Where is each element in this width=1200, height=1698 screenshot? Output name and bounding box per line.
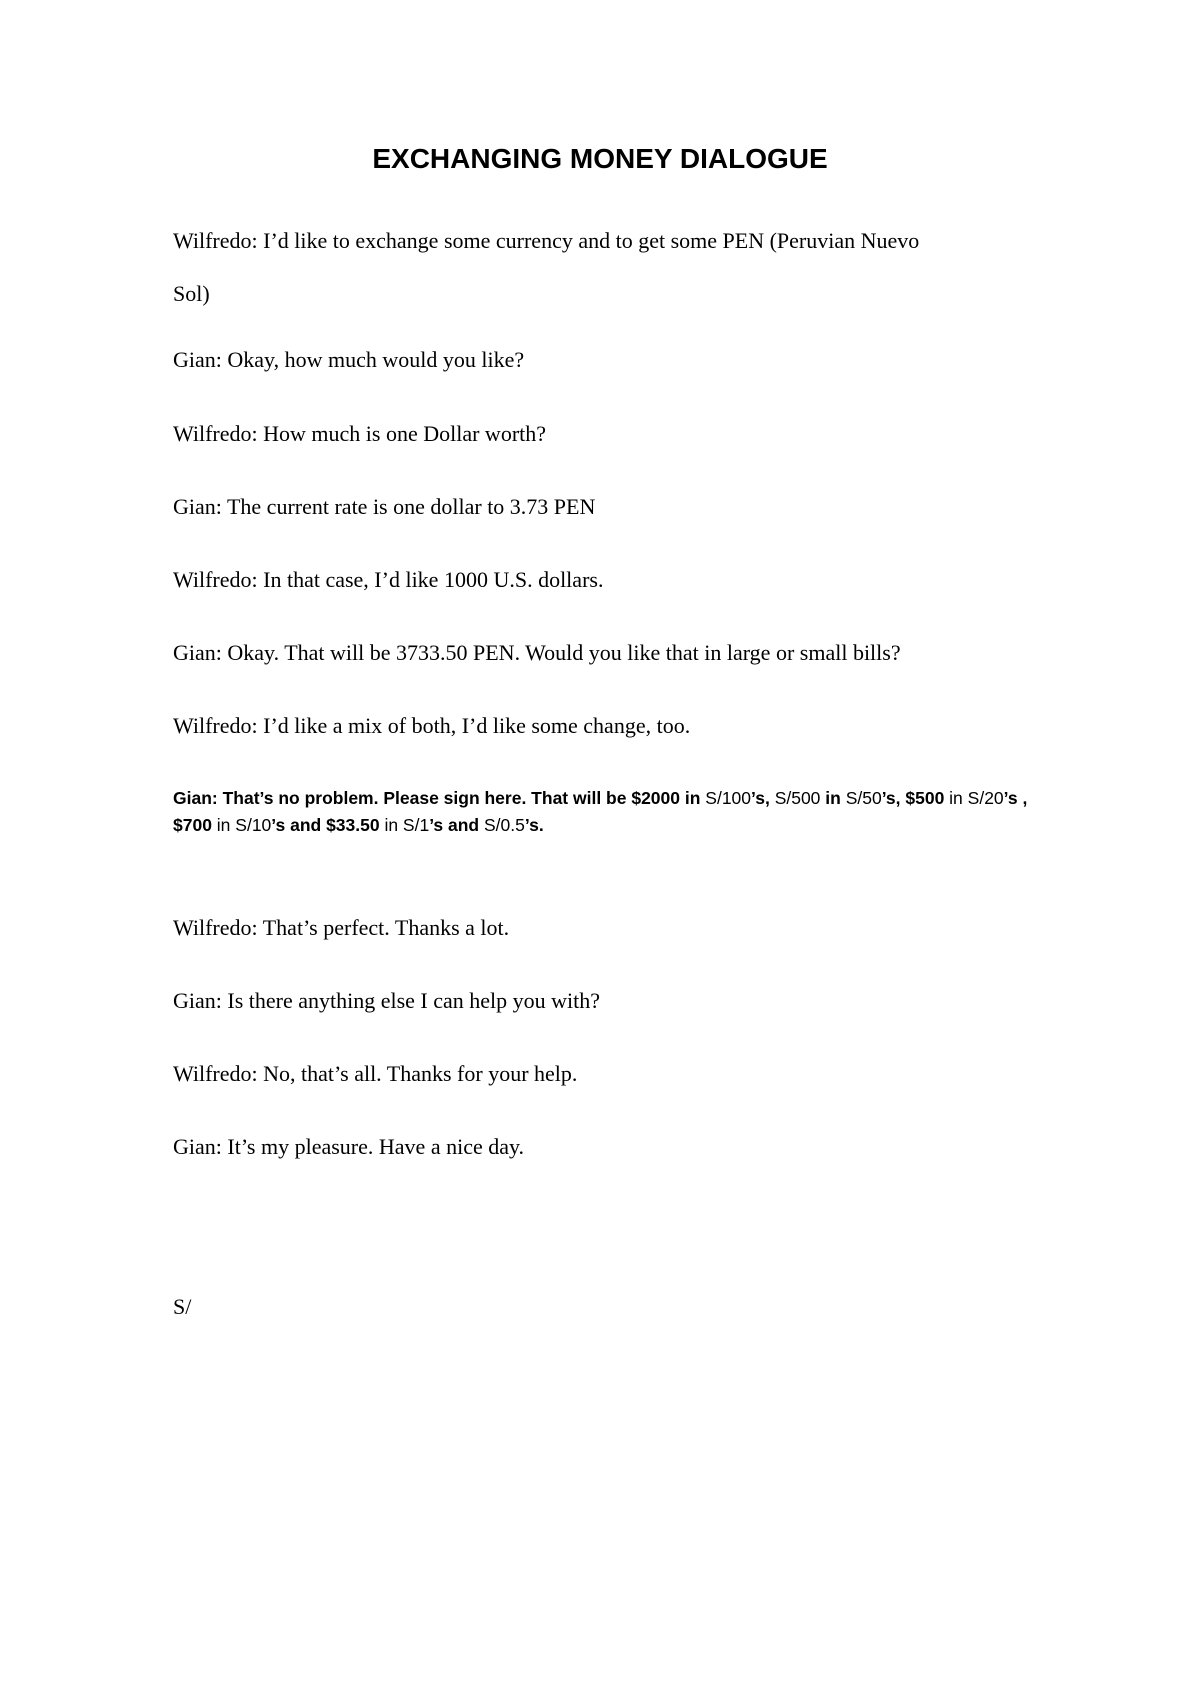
text-segment: in S/20 <box>949 788 1004 808</box>
text-segment: ’s. <box>524 815 544 835</box>
text-segment: in S/10 <box>216 815 272 835</box>
dialogue-line: Gian: Okay, how much would you like? <box>173 347 525 372</box>
dialogue-line: Gian: It’s my pleasure. Have a nice day. <box>173 1134 525 1159</box>
text-segment: in <box>820 788 846 808</box>
dialogue-line: Gian: The current rate is one dollar to 3.73 PEN <box>173 494 596 519</box>
text-segment: Gian: That’s no problem. Please sign here. That will be $2000 in <box>173 788 706 808</box>
text-segment: ’s , $700 <box>173 788 1028 835</box>
dialogue-line: Sol) <box>173 281 210 306</box>
dialogue-line: Wilfredo: No, that’s all. Thanks for your help. <box>173 1061 578 1086</box>
text-segment: ’s, $500 <box>881 788 950 808</box>
text-segment: ’s and $33.50 <box>271 815 385 835</box>
dialogue-line: Wilfredo: I’d like to exchange some currency and to get some PEN (Peruvian Nuevo <box>173 228 920 253</box>
dialogue-line-sans <box>173 785 1053 839</box>
text-segment: ’s, <box>751 788 775 808</box>
dialogue-line: Wilfredo: In that case, I’d like 1000 U.S. dollars. <box>173 567 604 592</box>
text-segment: in S/1 <box>384 815 430 835</box>
text-segment: S/50 <box>845 788 882 808</box>
text-segment: S/500 <box>774 788 821 808</box>
dialogue-line: Wilfredo: I’d like a mix of both, I’d like some change, too. <box>173 713 691 738</box>
dialogue-line: Gian: Is there anything else I can help you with? <box>173 988 601 1013</box>
text-segment: S/100 <box>705 788 752 808</box>
trailing-symbol: S/ <box>173 1294 192 1319</box>
text-segment: ’s and <box>429 815 484 835</box>
document-title: EXCHANGING MONEY DIALOGUE <box>372 143 828 174</box>
dialogue-line: Wilfredo: That’s perfect. Thanks a lot. <box>173 915 510 940</box>
dialogue-line: Gian: Okay. That will be 3733.50 PEN. Would you like that in large or small bills? <box>173 640 901 665</box>
dialogue-line: Wilfredo: How much is one Dollar worth? <box>173 421 547 446</box>
text-segment: S/0.5 <box>484 815 525 835</box>
